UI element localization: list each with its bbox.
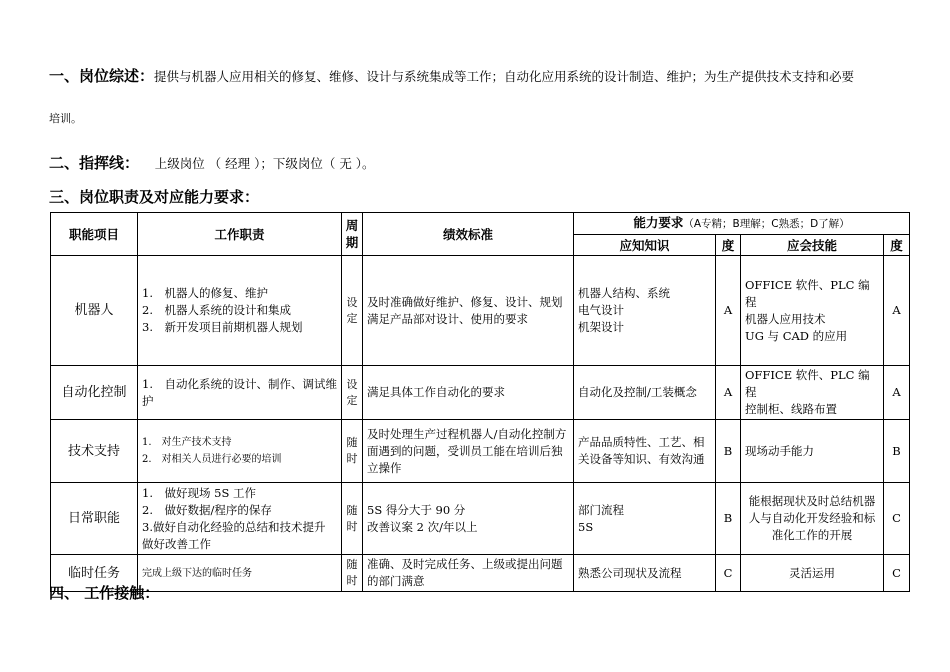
skill-level: A [884,256,910,366]
standard-line: 满足具体工作自动化的要求 [367,385,505,399]
section-2-text: 上级岗位 （ 经理 ）；下级岗位（ 无 ）。 [154,156,375,171]
duty-ability-table [50,212,910,592]
knowledge-level: C [716,555,741,592]
header-degree-knowledge: 度 [716,235,741,256]
section-1-heading [49,65,854,86]
section-1-text: 提供与机器人应用相关的修复、维修、设计与系统集成等工作；自动化应用系统的设计制造、维护；为生产提供技术支持和必要 [154,69,855,84]
table-row [51,256,910,366]
standard-line: 改善议案 2 次/年以上 [367,519,478,534]
knowledge-line: 部门流程 [578,502,624,517]
section-1-label: 一、岗位综述： [49,67,155,85]
header-period: 周期 [342,213,363,256]
skill-level: B [884,420,910,483]
row-period: 设定 [342,366,363,420]
duty-line: 1. 对生产技术支持 [142,437,232,448]
header-duty: 工作职责 [138,213,342,256]
skill-line: OFFICE 软件、PLC 编程 [745,277,870,309]
standard-line: 及时处理生产过程机器人/自动化控制方面遇到的问题，受训员工能在培训后独立操作 [367,426,567,475]
skill-line: UG 与 CAD 的应用 [745,328,848,343]
table-row [51,555,910,592]
duty-line: 3. 新开发项目前期机器人规划 [142,320,303,334]
row-knowledge [574,256,716,366]
row-duties [138,483,342,555]
skill-line: 机器人应用技术 [745,311,826,326]
row-item: 日常职能 [51,483,138,555]
row-period: 随时 [342,483,363,555]
skill-line: 能根据现状及时总结机器人与自动化开发经验和标准化工作的开展 [748,494,876,542]
row-period: 随时 [342,420,363,483]
skill-line: 控制柜、线路布置 [745,402,837,416]
header-item: 职能项目 [51,213,138,256]
duty-line: 完成上级下达的临时任务 [142,567,252,579]
row-skill [741,420,884,483]
row-item: 机器人 [51,256,138,366]
knowledge-line: 产品品质特性、工艺、相关设备等知识、有效沟通 [578,435,705,466]
section-2-label: 二、指挥线： [49,154,140,172]
header-ability-label: 能力要求 [633,215,684,230]
knowledge-line: 5S [578,519,594,534]
section-1-text-continuation: 培训。 [49,112,82,125]
knowledge-line: 熟悉公司现状及流程 [578,565,682,580]
knowledge-level: B [716,483,741,555]
header-knowledge: 应知知识 [574,235,716,256]
knowledge-line: 电气设计 [578,303,624,317]
standard-line: 满足产品部对设计、使用的要求 [367,311,528,326]
row-item: 技术支持 [51,420,138,483]
table-row [51,420,910,483]
row-standard [363,483,574,555]
row-duties [138,555,342,592]
standard-line: 5S 得分大于 90 分 [367,502,466,517]
row-item: 自动化控制 [51,366,138,420]
header-skill: 应会技能 [741,235,884,256]
header-ability-note: （A专精；B理解；C熟悉；D了解） [683,218,850,230]
duty-line: 2. 机器人系统的设计和集成 [142,303,291,317]
knowledge-line: 机器人结构、系统 [578,286,670,300]
skill-level: C [884,483,910,555]
row-duties [138,420,342,483]
section-3-heading: 三、岗位职责及对应能力要求： [49,188,260,206]
skill-line: OFFICE 软件、PLC 编程 [745,368,870,399]
duty-line: 1. 自动化系统的设计、制作、调试维护 [142,376,337,408]
duty-line: 3.做好自动化经验的总结和技术提升 做好改善工作 [142,519,337,551]
row-period: 设定 [342,256,363,366]
table-row [51,483,910,555]
duty-line: 2. 对相关人员进行必要的培训 [142,454,282,465]
table-row [51,366,910,420]
header-ability [574,213,910,235]
row-knowledge [574,555,716,592]
row-skill [741,256,884,366]
row-skill [741,483,884,555]
row-skill [741,555,884,592]
row-knowledge [574,366,716,420]
row-knowledge [574,420,716,483]
row-duties [138,256,342,366]
knowledge-line: 自动化及控制/工装概念 [578,385,697,399]
skill-line: 灵活运用 [789,565,835,580]
duty-line: 1. 机器人的修复、维护 [142,286,268,300]
row-standard [363,420,574,483]
row-standard [363,555,574,592]
standard-line: 准确、及时完成任务、上级或提出问题的部门满意 [367,557,563,588]
standard-line: 及时准确做好维护、修复、设计、规划 [367,294,563,309]
header-degree-skill: 度 [884,235,910,256]
row-duties [138,366,342,420]
knowledge-line: 机架设计 [578,320,624,334]
row-standard [363,366,574,420]
knowledge-level: A [716,366,741,420]
duty-line: 2. 做好数据/程序的保存 [142,502,272,517]
skill-level: C [884,555,910,592]
header-standard: 绩效标准 [363,213,574,256]
knowledge-level: B [716,420,741,483]
row-standard [363,256,574,366]
row-knowledge [574,483,716,555]
section-4-heading: 四、 工作接触： [49,584,160,602]
skill-line: 现场动手能力 [745,443,814,458]
row-skill [741,366,884,420]
section-2-heading [49,152,375,173]
knowledge-level: A [716,256,741,366]
duty-line: 1. 做好现场 5S 工作 [142,485,256,500]
skill-level: A [884,366,910,420]
row-item: 临时任务 [51,555,138,592]
row-period: 随时 [342,555,363,592]
